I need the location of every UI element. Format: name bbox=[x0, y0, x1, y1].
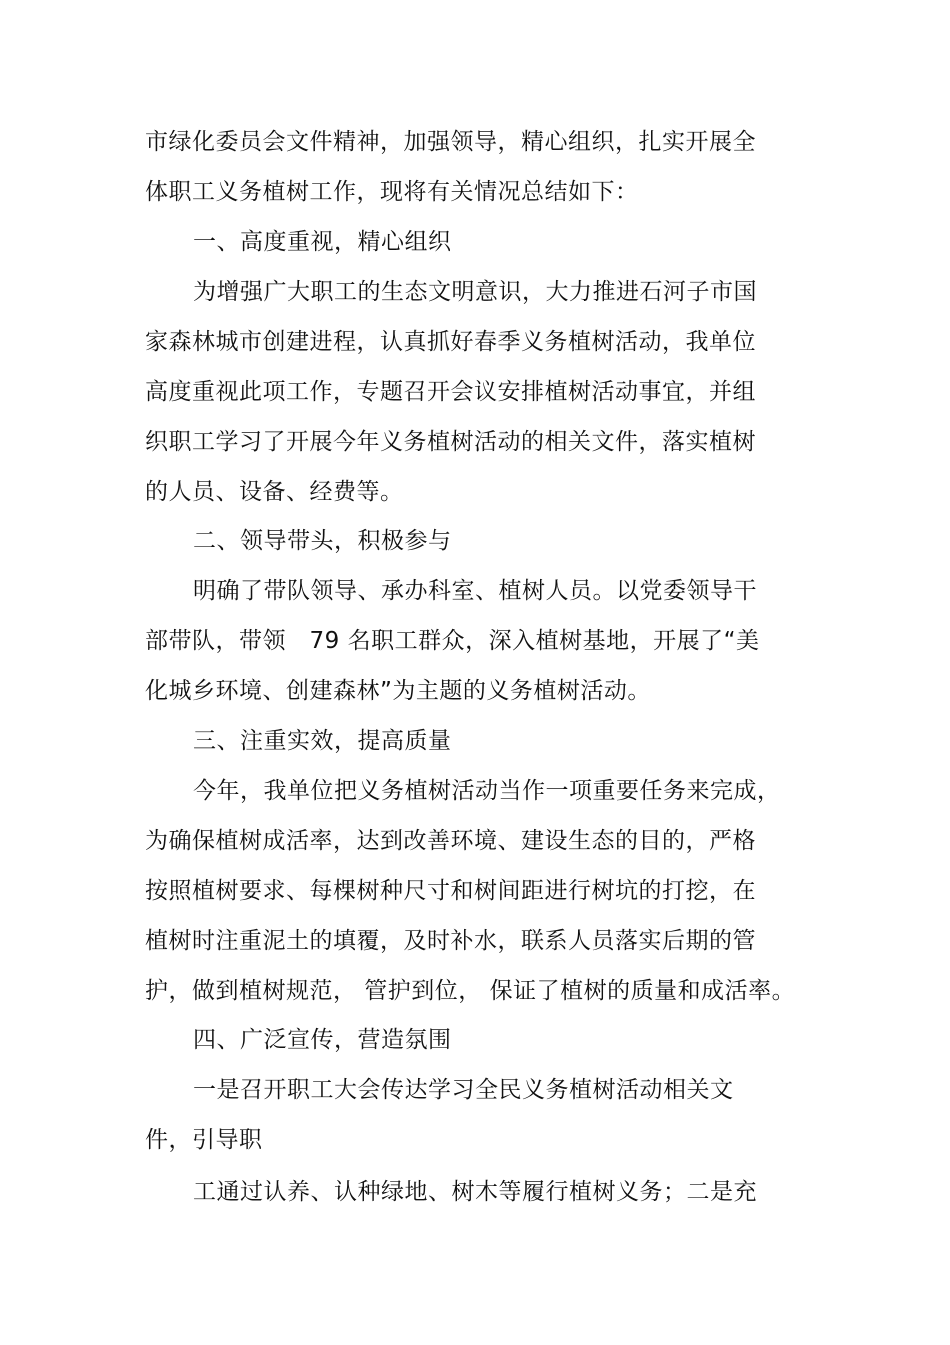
paragraph-line: 一是召开职工大会传达学习全民义务植树活动相关文 bbox=[193, 1077, 734, 1103]
paragraph-line: 植树时注重泥土的填覆，及时补水，联系人员落实后期的管 bbox=[145, 928, 756, 954]
paragraph-line: 市绿化委员会文件精神，加强领导，精心组织，扎实开展全 bbox=[145, 129, 756, 155]
paragraph-line: 为增强广大职工的生态文明意识，大力推进石河子市国 bbox=[193, 279, 757, 305]
paragraph-line: 为确保植树成活率，达到改善环境、建设生态的目的，严格 bbox=[145, 828, 756, 854]
paragraph-line: 织职工学习了开展今年义务植树活动的相关文件，落实植树 bbox=[145, 429, 756, 455]
paragraph-line: 工通过认养、认种绿地、树木等履行植树义务；二是充 bbox=[193, 1179, 757, 1205]
section-heading: 三、注重实效，提高质量 bbox=[193, 728, 452, 754]
section-heading: 二、领导带头，积极参与 bbox=[193, 528, 452, 554]
paragraph-line: 化城乡环境、创建森林”为主题的义务植树活动。 bbox=[145, 678, 651, 704]
section-heading: 一、高度重视，精心组织 bbox=[193, 229, 452, 255]
paragraph-line: 件，引导职 bbox=[145, 1127, 263, 1153]
paragraph-line: 家森林城市创建进程，认真抓好春季义务植树活动，我单位 bbox=[145, 329, 756, 355]
paragraph-line: 体职工义务植树工作，现将有关情况总结如下： bbox=[145, 179, 639, 205]
paragraph-line: 护，做到植树规范， 管护到位， 保证了植树的质量和成活率。 bbox=[145, 978, 796, 1004]
paragraph-line: 部带队，带领 79 名职工群众，深入植树基地，开展了“美 bbox=[145, 628, 760, 654]
paragraph-line: 按照植树要求、每棵树种尺寸和树间距进行树坑的打挖，在 bbox=[145, 878, 756, 904]
section-heading: 四、广泛宣传，营造氛围 bbox=[193, 1027, 452, 1053]
paragraph-line: 的人员、设备、经费等。 bbox=[145, 479, 404, 505]
paragraph-line: 高度重视此项工作，专题召开会议安排植树活动事宜，并组 bbox=[145, 379, 756, 405]
paragraph-line: 明确了带队领导、承办科室、植树人员。以党委领导干 bbox=[193, 578, 757, 604]
paragraph-line: 今年，我单位把义务植树活动当作一项重要任务来完成， bbox=[193, 778, 781, 804]
